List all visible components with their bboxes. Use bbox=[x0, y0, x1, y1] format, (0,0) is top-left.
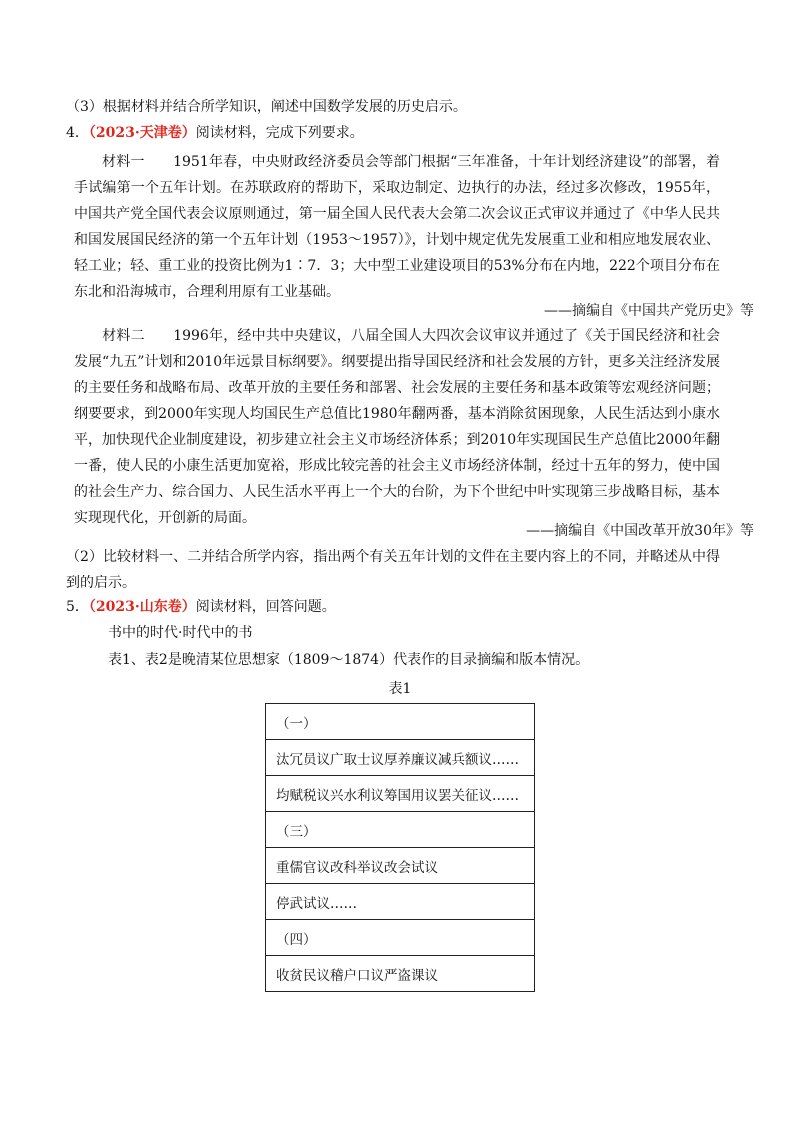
table-cell: （三） bbox=[266, 812, 535, 848]
table-cell: 停武试议…… bbox=[266, 884, 535, 920]
q4-material-1: 材料一 1951年春，中央财政经济委员会等部门根据“三年准备，十年计划经济建设”的部署，着手试编第一个五年计划。在苏联政府的帮助下，采取边制定、边执行的办法，经过多次修改，1955年，中国共产党全国代表会议原则通过，第一届全国人民代表大会第二次会议正式审议并通过了《中华人民共和国发展国民经济的第一个五年计划（1953～1957）》，计划中规定优先发展重工业和相应地发展农业、轻工业；轻、重工业的投资比例为1∶7．3；大中型工业建设项目的53%分布在内地，222个项目分布在东北和沿海城市，合理利用原有工业基础。 bbox=[74, 154, 720, 300]
table-row bbox=[266, 776, 535, 812]
table-row bbox=[266, 956, 535, 992]
q5-subtitle: 书中的时代·时代中的书 bbox=[108, 625, 253, 641]
q5-number: 5． bbox=[66, 599, 89, 615]
table-cell: 均赋税议兴水利议筹国用议罢关征议…… bbox=[266, 776, 535, 812]
q4-question-2: （2）比较材料一、二并结合所学内容，指出两个有关五年计划的文件在主要内容上的不同，并略述从中得到的启示。 bbox=[66, 549, 720, 591]
table-row bbox=[266, 920, 535, 956]
q4-source-1: ——摘编自《中国共产党历史》等 bbox=[544, 303, 754, 319]
table-1-caption: 表1 bbox=[388, 681, 412, 697]
q4-source-2: ——摘编自《中国改革开放30年》等 bbox=[526, 523, 754, 539]
q5-source-tag: （2023·山东卷） bbox=[88, 599, 196, 615]
table-row bbox=[266, 848, 535, 884]
q4-instruction: 阅读材料，完成下列要求。 bbox=[195, 125, 364, 141]
q5-intro: 表1、表2是晚清某位思想家（1809～1874）代表作的目录摘编和版本情况。 bbox=[108, 652, 590, 668]
q4-material-2: 材料二 1996年，经中共中央建议，八届全国人大四次会议审议并通过了《关于国民经济和社会发展“九五”计划和2010年远景目标纲要》。纲要提出指导国民经济和社会发展的方针，更多关注经济发展的主要任务和战略布局、改革开放的主要任务和部署、社会发展的主要任务和基本政策等宏观经济问题；纲要要求，到2000年实现人均国民生产总值比1980年翻两番，基本消除贫困现象，人民生活达到小康水平，加快现代企业制度建设，初步建立社会主义市场经济体系；到2010年实现国民生产总值比2000年翻一番，使人民的小康生活更加宽裕，形成比较完善的社会主义市场经济体制，经过十五年的努力，使中国的社会生产力、综合国力、人民生活水平再上一个大的台阶，为下个世纪中叶实现第三步战略目标，基本实现现代化，开创新的局面。 bbox=[74, 328, 720, 526]
table-cell: （一） bbox=[266, 704, 535, 740]
table-cell: （四） bbox=[266, 920, 535, 956]
table-row bbox=[266, 704, 535, 740]
q4-header bbox=[66, 123, 364, 143]
q5-instruction: 阅读材料，回答问题。 bbox=[195, 599, 336, 615]
table-row bbox=[266, 740, 535, 776]
q4-number: 4． bbox=[66, 125, 89, 141]
table-cell: 收贫民议稽户口议严盗课议 bbox=[266, 956, 535, 992]
table-cell: 重儒官议改科举议改会试议 bbox=[266, 848, 535, 884]
table-row bbox=[266, 812, 535, 848]
table-1 bbox=[265, 703, 535, 992]
table-row bbox=[266, 884, 535, 920]
q3-line: （3）根据材料并结合所学知识，阐述中国数学发展的历史启示。 bbox=[66, 99, 467, 115]
table-cell: 汰冗员议广取士议厚养廉议减兵额议…… bbox=[266, 740, 535, 776]
q5-header bbox=[66, 597, 336, 617]
q4-source-tag: （2023·天津卷） bbox=[88, 125, 196, 141]
